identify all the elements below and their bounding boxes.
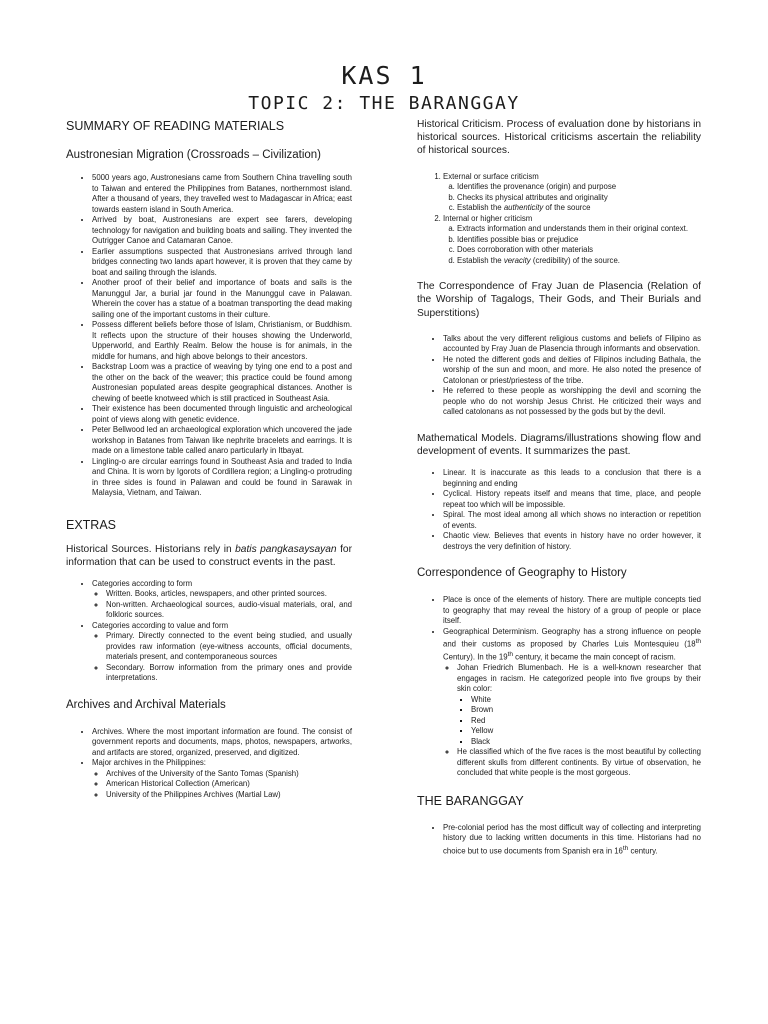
list-item: c. Establish the authenticity of the source	[457, 203, 701, 214]
extras-heading: EXTRAS	[66, 517, 117, 532]
list-item: ▪ Red	[471, 716, 701, 727]
list-item: • Categories according to form ◦ Written. Books, articles, newspapers, and other printed sources. ◦ Non-written. Archaeological sources, audio-visual materials, oral, and folkloric sources.	[92, 579, 352, 621]
austronesian-heading: Austronesian Migration (Crossroads – Civilization)	[66, 149, 322, 161]
list-item: d. Establish the veracity (credibility) of the source.	[457, 256, 701, 267]
list-item: • He noted the different gods and deities of Filipinos including Bathala, the worship of the sun and moon, and more. He also noted the presence of Catolonan or priest/priestess of the tribe.	[443, 355, 701, 387]
right-column	[417, 118, 701, 857]
plasencia-list	[417, 334, 701, 418]
list-item: • Chaotic view. Believes that events in history have no order however, it destroys the very definition of history.	[443, 531, 701, 552]
list-item: • Place is once of the elements of history. There are multiple concepts tied to geography that may reveal the history of a group of people or place itself.	[443, 595, 701, 627]
list-item: • Peter Bellwood led an archaeological exploration which uncovered the jade workshop in Batanes from Taiwan like nephrite bracelets and earrings. It is made on a limestone table called anaro particularly in Itbayat.	[92, 425, 352, 457]
list-item: b. Checks its physical attributes and originality	[457, 193, 701, 204]
historical-sources-paragraph: Historical Sources. Historians rely in batis pangkasaysayan for information that can be used to construct events in the past.	[66, 543, 352, 568]
list-item: ◦ Archives of the University of the Santo Tomas (Spanish)	[106, 769, 352, 780]
list-item: ▪ Black	[471, 737, 701, 748]
list-item: • Archives. Where the most important information are found. The consist of government reports and documents, maps, photos, newspapers, artworks, and artifacts are stored, organized, preserved, and digitized.	[92, 727, 352, 759]
categories-list	[66, 579, 352, 684]
page-title: KAS 1	[341, 61, 427, 90]
archives-heading: Archives and Archival Materials	[66, 698, 226, 711]
list-item: • Possess different beliefs before those of Islam, Christianism, or Buddhism. It reflects upon the structure of their houses showing the Underworld, Upperworld, and Earthly Realm. Below the house is for animals, in the middle for humans, and high above belongs to their ancestors.	[92, 320, 352, 362]
list-item: b. Identifies possible bias or prejudice	[457, 235, 701, 246]
list-item: • Major archives in the Philippines: ◦ Archives of the University of the Santo Tomas (Spanish) ◦ American Historical Collection (American) ◦ University of the Philippines Archives (Martial Law)	[92, 758, 352, 800]
plasencia-heading: The Correspondence of Fray Juan de Plasencia (Relation of the Worship of Tagalogs, Their Gods, and Their Burials and Superstitions)	[417, 281, 701, 319]
list-item: ◦ University of the Philippines Archives (Martial Law)	[106, 790, 352, 801]
page-subtitle: TOPIC 2: THE BARANGGAY	[248, 93, 520, 114]
austronesian-list	[66, 173, 352, 499]
list-item: • 5000 years ago, Austronesians came from Southern China travelling south to Taiwan and entered the Philippines from Batanes, northernmost island. After a thousand of years, they travelled west to Madagascar in Africa; east towards eastern island in South America.	[92, 173, 352, 215]
list-item: • Geographical Determinism. Geography has a strong influence on people and their customs as proposed by Charles Luis Montesquieu (18th Century). In the 19th century, it became the main concept of racism. ◦ Johan Friedrich Blumenbach. He is a well-known researcher that engages in racism. He categorized people into five groups by their skin color: ▪ White ▪ Brown ▪ Red ▪ Yellow ▪ Black ◦ He classified which of the five races is the most beautiful by collecting different skulls from different continents. By virtue of observation, he concluded that white people is the most gorgeous.	[443, 627, 701, 779]
historical-criticism-paragraph: Historical Criticism. Process of evaluation done by historians in historical sources. Historical criticisms ascertain the reliability of historical sources.	[417, 119, 701, 157]
summary-heading: SUMMARY OF READING MATERIALS	[66, 119, 285, 133]
list-item: • Categories according to value and form ◦ Primary. Directly connected to the event being studied, and usually provides raw information (eye-witness accounts, official documents, materials present, and contemporaneous sources ◦ Secondary. Borrow information from the primary ones and provide interpretations.	[92, 621, 352, 684]
archives-list	[66, 727, 352, 801]
list-item: • Pre-colonial period has the most difficult way of collecting and interpreting history due to lacking written documents in this time. Historians had no choice but to use documents from Spanish era in 16th century.	[443, 823, 701, 857]
list-item: ◦ Primary. Directly connected to the event being studied, and usually provides raw information (eye-witness accounts, official documents, materials present, and contemporaneous sources	[106, 631, 352, 663]
list-item: 1. External or surface criticism a. Identifies the provenance (origin) and purpose b. Checks its physical attributes and originality c. Establish the authenticity of the source	[443, 172, 701, 214]
criticism-list	[417, 172, 701, 267]
list-item: ◦ Johan Friedrich Blumenbach. He is a well-known researcher that engages in racism. He categorized people into five groups by their skin color: ▪ White ▪ Brown ▪ Red ▪ Yellow ▪ Black	[457, 663, 701, 747]
baranggay-heading: THE BARANGGAY	[417, 793, 524, 808]
list-item: • Talks about the very different religious customs and beliefs of Filipino as accounted by Fray Juan de Plasencia through informants and observation.	[443, 334, 701, 355]
list-item: • Their existence has been documented through linguistic and archeological point of views along with genetic evidence.	[92, 404, 352, 425]
list-item: 2. Internal or higher criticism a. Extracts information and understands them in their original context. b. Identifies possible bias or prejudice c. Does corroboration with other materials d. Establish the veracity (credibility) of the source.	[443, 214, 701, 267]
list-item: ◦ Secondary. Borrow information from the primary ones and provide interpretations.	[106, 663, 352, 684]
list-item: ◦ He classified which of the five races is the most beautiful by collecting different skulls from different continents. By virtue of observation, he concluded that white people is the most gorgeous.	[457, 747, 701, 779]
list-item: ▪ Yellow	[471, 726, 701, 737]
list-item: ◦ Written. Books, articles, newspapers, and other printed sources.	[106, 589, 352, 600]
geography-list	[417, 595, 701, 779]
list-item: ▪ White	[471, 695, 701, 706]
left-column	[66, 118, 352, 800]
list-item: ◦ Non-written. Archaeological sources, audio-visual materials, oral, and folkloric sources.	[106, 600, 352, 621]
mathematical-models-paragraph: Mathematical Models. Diagrams/illustrations showing flow and development of events. It summarizes the past.	[417, 432, 701, 457]
list-item: • Another proof of their belief and importance of boats and sails is the Manunggul Jar, a burial jar found in the Manunggul cave in Palawan. Wherein the cover has a statue of a boatman transporting the dead making sailing one of the important customs in their culture.	[92, 278, 352, 320]
list-item: ◦ American Historical Collection (American)	[106, 779, 352, 790]
list-item: a. Extracts information and understands them in their original context.	[457, 224, 701, 235]
list-item: • Arrived by boat, Austronesians are expert see farers, developing technology for navigation and building boats and sailing. They invented the Outrigger Canoe and Catamaran Canoe.	[92, 215, 352, 247]
list-item: • He referred to these people as worshipping the devil and scorning the people who do not worship Jesus Christ. He criticized their ways and called catolonans as not possessed by the gods but by the devil.	[443, 386, 701, 418]
baranggay-list	[417, 823, 701, 857]
list-item: c. Does corroboration with other materials	[457, 245, 701, 256]
list-item: • Backstrap Loom was a practice of weaving by tying one end to a post and the other on the back of the weaver; this practice could be found among Austronesian populated areas despite geographical distances. Another is chewing of beetle knotweed which is still practiced in Southeast Asia.	[92, 362, 352, 404]
list-item: • Cyclical. History repeats itself and means that time, place, and people repeat too which will be impossible.	[443, 489, 701, 510]
list-item: • Lingling-o are circular earrings found in Southeast Asia and traded to India and China. It is worn by Igorots of Cordillera region; a Lingling-o protruding in three sides is found in Palawan and could be found in Sarawak in Malaysia, Vietnam, and Taiwan.	[92, 457, 352, 499]
list-item: • Spiral. The most ideal among all which shows no interaction or repetition of events.	[443, 510, 701, 531]
list-item: ▪ Brown	[471, 705, 701, 716]
list-item: • Linear. It is inaccurate as this leads to a conclusion that there is a beginning and ending	[443, 468, 701, 489]
list-item: a. Identifies the provenance (origin) and purpose	[457, 182, 701, 193]
list-item: • Earlier assumptions suspected that Austronesians arrived through land bridges connecting two lands apart however, it is proven that they came by boat and sailing through the islands.	[92, 247, 352, 279]
geography-heading: Correspondence of Geography to History	[417, 567, 627, 580]
models-list	[417, 468, 701, 552]
